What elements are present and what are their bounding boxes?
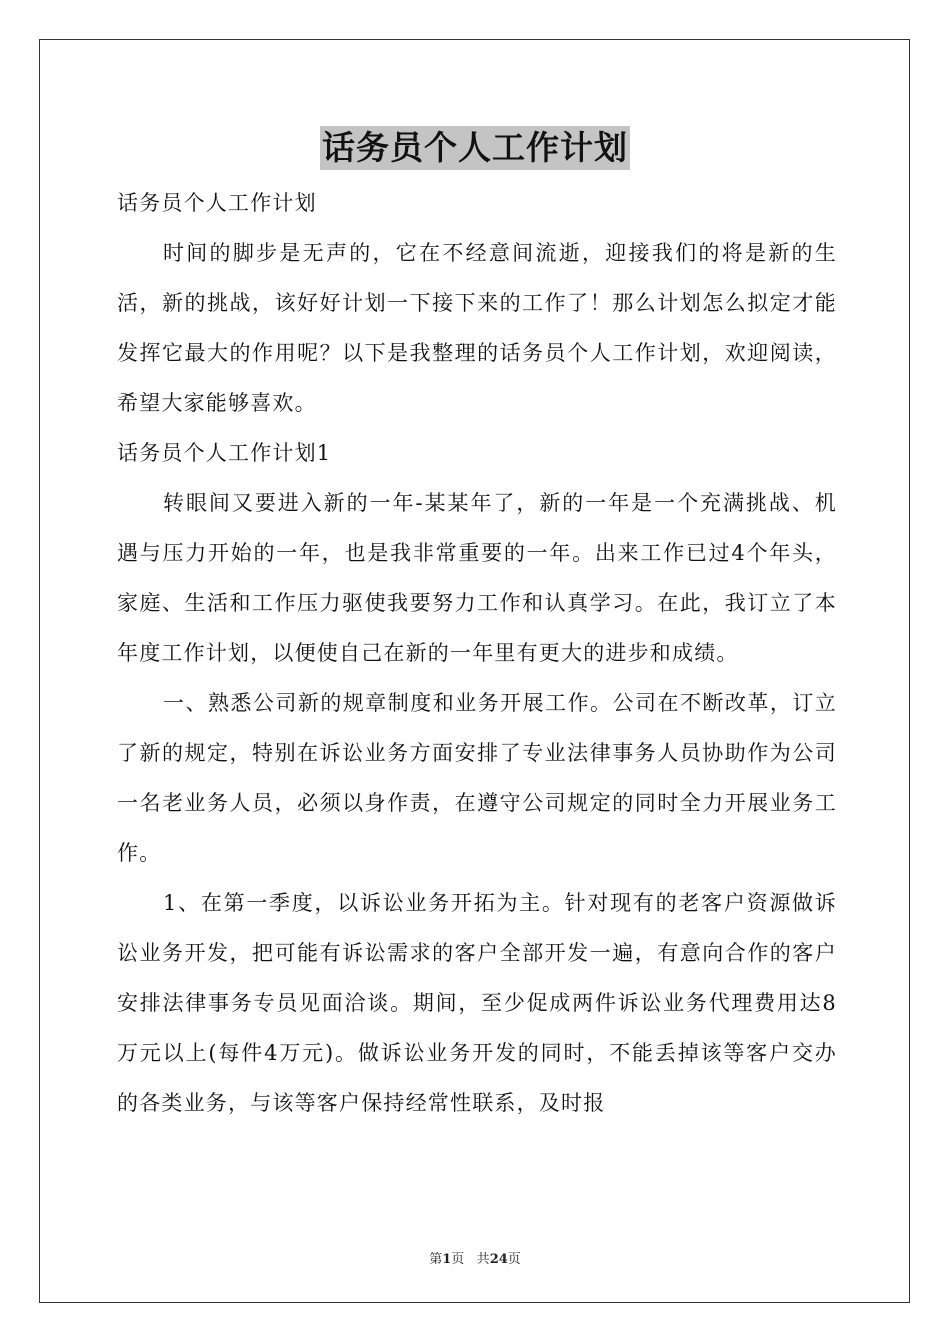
page-unit: 页 — [451, 1252, 465, 1267]
body-paragraph: 1、在第一季度，以诉讼业务开拓为主。针对现有的老客户资源做诉讼业务开发，把可能有诉讼需求的客户全部开发一遍，有意向合作的客户安排法律事务专员见面洽谈。期间，至少促成两件诉讼业务代理费用达8万元以上(每件4万元)。做诉讼业务开发的同时，不能丢掉该等客户交办的各类业务，与该等客户保持经常性联系，及时报 — [117, 891, 837, 1115]
body-paragraph: 一、熟悉公司新的规章制度和业务开展工作。公司在不断改革，订立了新的规定，特别在诉讼业务方面安排了专业法律事务人员协助作为公司一名老业务人员，必须以身作责，在遵守公司规定的同时全力开展业务工作。 — [117, 691, 837, 865]
page-current: 1 — [442, 1252, 452, 1267]
total-unit: 页 — [507, 1252, 521, 1267]
intro-paragraph: 时间的脚步是无声的，它在不经意间流逝，迎接我们的将是新的生活，新的挑战，该好好计划一下接下来的工作了！那么计划怎么拟定才能发挥它最大的作用呢？以下是我整理的话务员个人工作计划，欢迎阅读，希望大家能够喜欢。 — [117, 241, 837, 415]
body-paragraph: 转眼间又要进入新的一年-某某年了，新的一年是一个充满挑战、机遇与压力开始的一年，也是我非常重要的一年。出来工作已过4个年头，家庭、生活和工作压力驱使我要努力工作和认真学习。在此，我订立了本年度工作计划，以便使自己在新的一年里有更大的进步和成绩。 — [117, 491, 837, 665]
page-total: 24 — [489, 1252, 508, 1267]
total-prefix: 共 — [476, 1252, 490, 1267]
subtitle-paragraph: 话务员个人工作计划 — [117, 191, 317, 215]
section-heading: 话务员个人工作计划1 — [117, 441, 332, 465]
document-body — [117, 178, 837, 1128]
title-container — [0, 126, 950, 170]
page-prefix: 第 — [429, 1252, 443, 1267]
page-footer — [0, 1248, 950, 1267]
document-title: 话务员个人工作计划 — [320, 126, 630, 170]
